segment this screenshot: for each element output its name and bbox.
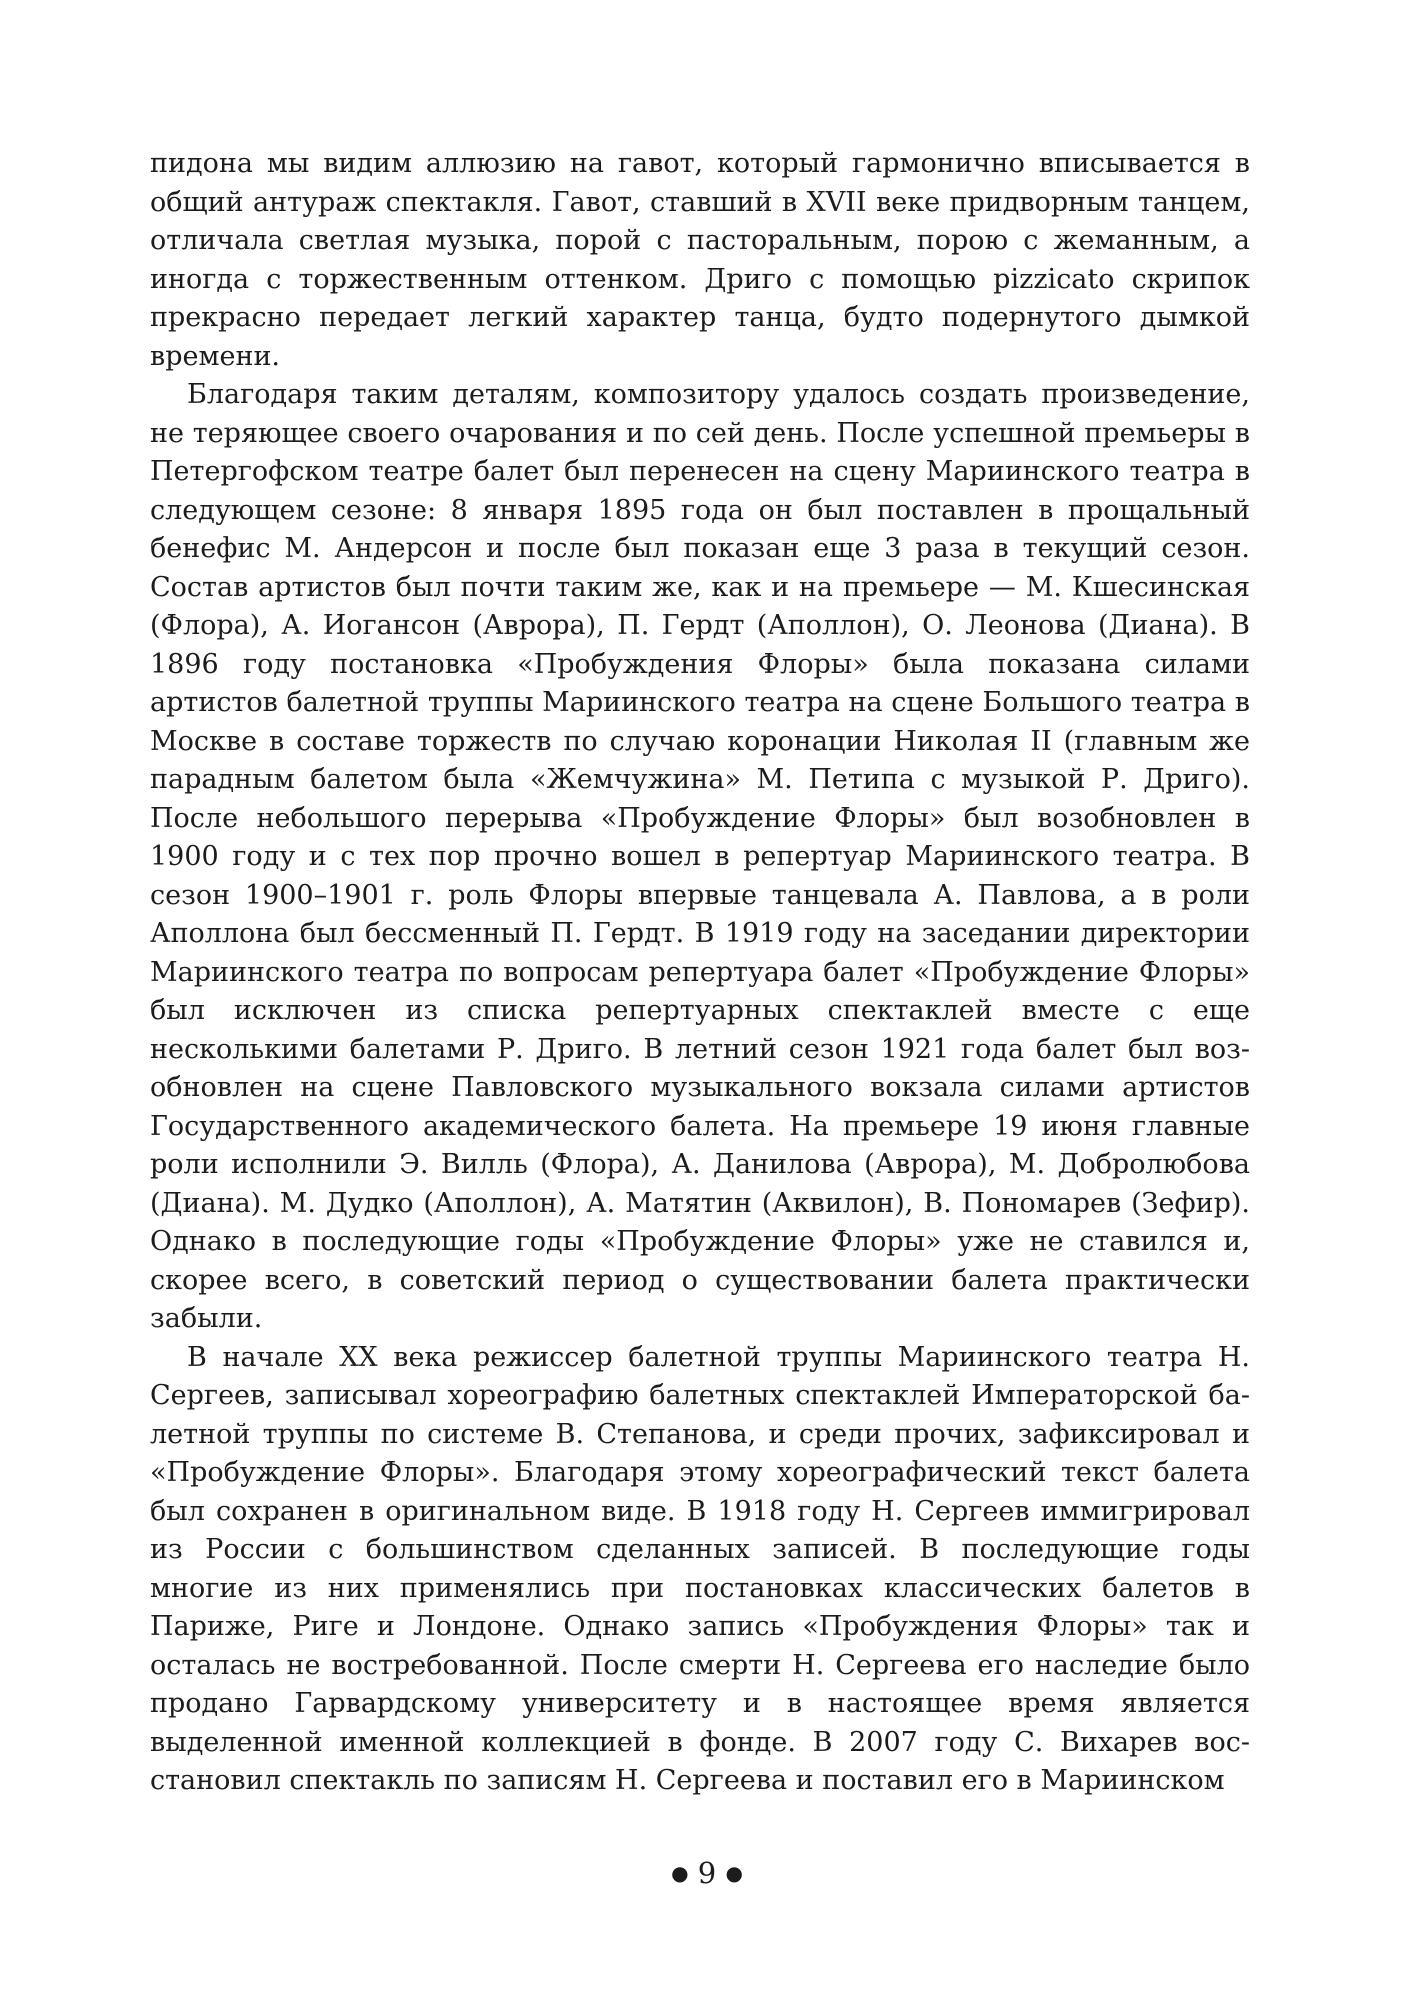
page-number: 9 xyxy=(697,1856,717,1890)
bullet-icon: ● xyxy=(725,1861,743,1885)
bullet-icon: ● xyxy=(671,1861,689,1885)
page-body xyxy=(150,145,1250,1801)
paragraph-3: В начале XX века режиссер балетной труппы Мариинского театра Н. Сергеев, записывал хореографию балетных спектаклей Императорской балетной труппы по системе В. Степанова, и среди прочих, зафиксировал и «Пробуждение Флоры». Благодаря этому хореографический текст балета был сохранен в оригинальном виде. В 1918 году Н. Сергеев иммигрировал из России с большинством сделанных записей. В последующие годы многие из них применялись при постановках классических балетов в Париже, Риге и Лондоне. Однако запись «Пробуждения Флоры» так и осталась не востребованной. После смерти Н. Сергеева его наследие было продано Гарвардскому университету и в настоящее время является выделенной именной коллекцией в фонде. В 2007 году С. Вихарев восстановил спектакль по записям Н. Сергеева и поставил его в Мариинском xyxy=(150,1341,1250,1796)
paragraph-2: Благодаря таким деталям, композитору удалось создать произведение, не теряющее своего очарования и по сей день. После успешной премьеры в Петергофском театре балет был перенесен на сцену Мариинского театра в следующем сезоне: 8 января 1895 года он был поставлен в прощальный бенефис М. Андерсон и после был показан еще 3 раза в текущий сезон. Состав артистов был почти таким же, как и на премьере — М. Кшесинская (Флора), А. Иогансон (Аврора), П. Гердт (Аполлон), О. Леонова (Диана). В 1896 году постановка «Пробуждения Флоры» была показана силами артистов балетной труппы Мариинского театра на сцене Большого театра в Москве в составе торжеств по случаю коронации Николая II (главным же парадным балетом была «Жемчужина» М. Петипа с музыкой Р. Дриго). После небольшого перерыва «Пробуждение Флоры» был возобновлен в 1900 году и с тех пор прочно вошел в репертуар Мариинского театра. В сезон 1900–1901 г. роль Флоры впервые танцевала А. Павлова, а в роли Аполлона был бессменный П. Гердт. В 1919 году на заседании директории Мариинского театра по вопросам репертуара балет «Пробуждение Флоры» был исключен из списка репертуарных спектаклей вместе с еще несколькими балетами Р. Дриго. В летний сезон 1921 года балет был возобновлен на сцене Павловского музыкального вокзала силами артистов Государственного академического балета. На премьере 19 июня главные роли исполнили Э. Вилль (Флора), А. Данилова (Аврора), М. Добролюбова (Диана). М. Дудко (Аполлон), А. Матятин (Аквилон), В. Пономарев (Зефир). Однако в последующие годы «Пробуждение Флоры» уже не ставился и, скорее всего, в советский период о существовании балета практически забыли. xyxy=(150,379,1250,1334)
paragraph-1: пидона мы видим аллюзию на гавот, который гармонично вписывается в общий антураж спектакля. Гавот, ставший в XVII веке придворным танцем, отличала светлая музыка, порой с пасторальным, порою с жеманным, а иногда с торжественным оттенком. Дриго с помощью pizzicato скрипок прекрасно передает легкий характер танца, будто подернутого дымкой времени. xyxy=(150,148,1250,372)
page-number-footer xyxy=(0,1856,1414,1890)
